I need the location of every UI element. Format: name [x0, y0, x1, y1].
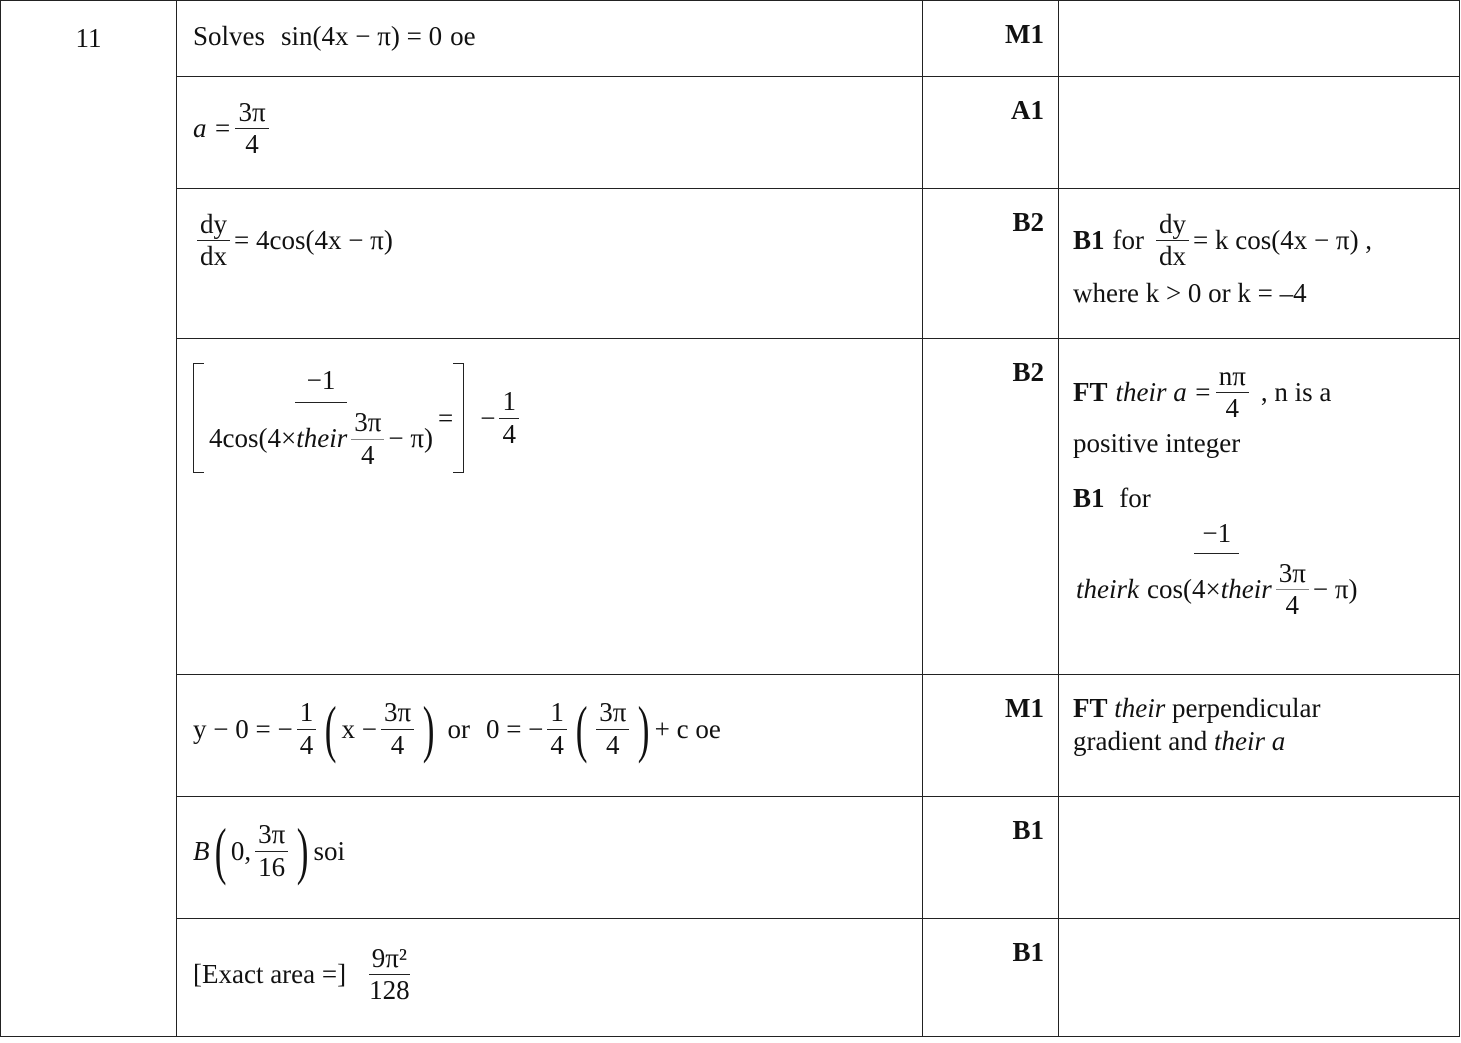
left-paren: ( — [324, 693, 337, 764]
derivative-fraction: $\frac{dy}{dx}$ — [197, 209, 230, 272]
answer-text: [Exact area =] — [193, 959, 347, 990]
answer-suffix: soi — [313, 835, 346, 866]
guidance-cell — [1059, 189, 1460, 339]
point-label: B — [193, 835, 210, 866]
right-paren: ) — [296, 815, 309, 886]
answer-cell — [177, 675, 923, 797]
fraction: $\frac{\text{9π²}}{128}$ — [369, 943, 410, 1006]
answer-equation: 0, — [230, 835, 252, 866]
fraction: $\frac{1}{4}$ — [547, 697, 567, 760]
inner-fraction: $\frac{3\pi}{4}$ — [1276, 558, 1309, 621]
fraction: $\frac{1}{4}$ — [499, 386, 519, 449]
answer-cell — [177, 77, 923, 189]
fraction: $\frac{3\pi}{4}$ — [235, 97, 268, 160]
answer-equation: = 4cos(4x − π) — [234, 225, 393, 256]
answer-cell — [177, 1, 923, 77]
mark: B2 — [1012, 357, 1044, 387]
guidance-text: for — [1119, 483, 1151, 514]
mark: A1 — [1011, 95, 1044, 125]
mark-cell — [923, 1, 1059, 77]
mark: M1 — [1005, 19, 1044, 49]
left-paren: ( — [575, 693, 588, 764]
guidance-text: gradient and — [1073, 726, 1208, 756]
answer-equation: sin(4x − π) = 0 — [281, 21, 443, 51]
right-paren: ) — [638, 693, 650, 764]
answer-equation: x − — [341, 713, 377, 744]
inner-fraction: $\frac{3\pi}{4}$ — [351, 407, 384, 470]
guidance-text: , n is a — [1260, 377, 1332, 408]
mark: M1 — [1005, 693, 1044, 723]
mark-cell — [923, 675, 1059, 797]
guidance-mark: B1 — [1073, 225, 1105, 256]
answer-suffix: oe — [450, 21, 476, 51]
mark-cell — [923, 189, 1059, 339]
guidance-cell — [1059, 1, 1460, 77]
question-number: 11 — [75, 23, 102, 53]
answer-equation: 0 = − — [485, 713, 544, 744]
table-row — [1, 797, 1460, 919]
guidance-cell — [1059, 675, 1460, 797]
answer-cell — [177, 339, 923, 675]
answer-cell — [177, 189, 923, 339]
guidance-equation: = k cos(4x − π) , — [1193, 225, 1373, 256]
table-row — [1, 1, 1460, 77]
mark-cell — [923, 77, 1059, 189]
answer-text: or — [447, 713, 470, 744]
guidance-cell — [1059, 797, 1460, 919]
guidance-text: their a — [1213, 726, 1286, 756]
fraction: −1 4cos(4× their $\frac{3\pi}{4}$ − π) — [209, 365, 433, 470]
guidance-text: for — [1112, 225, 1144, 256]
fraction: $\frac{3\pi}{4}$ — [596, 697, 629, 760]
answer-cell — [177, 919, 923, 1037]
left-paren: ( — [214, 815, 227, 886]
mark: B2 — [1012, 207, 1044, 237]
guidance-text: positive integer — [1073, 428, 1241, 459]
fraction: $\frac{3\pi}{16}$ — [255, 819, 288, 882]
guidance-text: perpendicular — [1172, 693, 1321, 723]
guidance-cell — [1059, 919, 1460, 1037]
mark-cell — [923, 797, 1059, 919]
question-number-cell — [1, 1, 177, 1037]
fraction: $\frac{1}{4}$ — [297, 697, 317, 760]
guidance-cell — [1059, 339, 1460, 675]
guidance-mark: B1 — [1073, 483, 1105, 514]
table-row — [1, 77, 1460, 189]
mark-cell — [923, 339, 1059, 675]
table-row — [1, 189, 1460, 339]
answer-cell — [177, 797, 923, 919]
right-paren: ) — [422, 693, 435, 764]
guidance-text: their — [1114, 693, 1166, 723]
derivative-fraction: $\frac{dy}{dx}$ — [1156, 209, 1189, 272]
guidance-mark: FT — [1073, 377, 1108, 408]
answer-text: Solves — [193, 21, 266, 51]
guidance-text: their a = — [1115, 377, 1212, 408]
table-row — [1, 919, 1460, 1037]
equals-sign: = — [437, 402, 454, 433]
mark: B1 — [1012, 815, 1044, 845]
table-row — [1, 339, 1460, 675]
table-row — [1, 675, 1460, 797]
answer-equation: + c oe — [654, 713, 721, 744]
left-bracket — [193, 363, 204, 473]
right-bracket — [453, 363, 464, 473]
minus-sign: − — [480, 402, 496, 433]
guidance-line2: where k > 0 or k = –4 — [1073, 278, 1307, 309]
mark: B1 — [1012, 937, 1044, 967]
guidance-mark: FT — [1073, 693, 1108, 723]
fraction: −1 theirk cos(4× their $\frac{3\pi}{4}$ − π) — [1076, 518, 1358, 621]
answer-lhs: a = — [193, 113, 232, 144]
fraction: $\frac{n\pi}{4}$ — [1216, 361, 1249, 424]
fraction: $\frac{3\pi}{4}$ — [381, 697, 414, 760]
guidance-cell — [1059, 77, 1460, 189]
answer-equation: y − 0 = − — [193, 713, 293, 744]
mark-cell — [923, 919, 1059, 1037]
